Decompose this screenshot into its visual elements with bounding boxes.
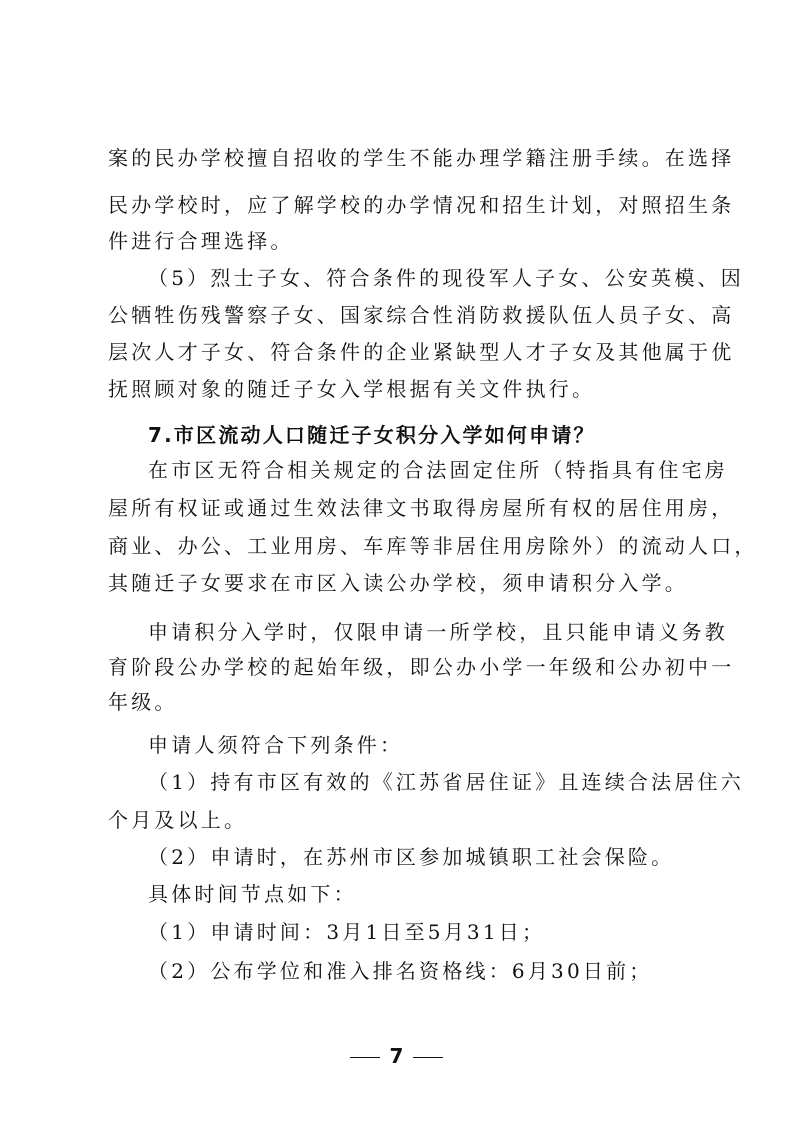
body-text-line: （2）申请时，在苏州市区参加城镇职工社会保险。 bbox=[148, 845, 675, 869]
right-dash bbox=[413, 1057, 443, 1058]
body-text-line: 民办学校时，应了解学校的办学情况和招生计划，对照招生条 bbox=[108, 193, 735, 217]
section-heading: 7.市区流动人口随迁子女积分入学如何申请？ bbox=[148, 423, 596, 447]
body-text-line: 育阶段公办学校的起始年级，即公办小学一年级和公办初中一 bbox=[108, 655, 735, 679]
left-dash bbox=[350, 1057, 380, 1058]
page-number bbox=[0, 1044, 793, 1068]
body-text-line: 具体时间节点如下： bbox=[148, 882, 357, 906]
body-text-line: 申请积分入学时，仅限申请一所学校，且只能申请义务教 bbox=[148, 620, 728, 644]
body-text-line: 件进行合理选择。 bbox=[108, 229, 294, 253]
body-text-line: 案的民办学校擅自招收的学生不能办理学籍注册手续。在选择 bbox=[108, 146, 735, 170]
body-text-line: （1）持有市区有效的《江苏省居住证》且连续合法居住六 bbox=[148, 770, 744, 794]
body-text-line: （1）申请时间：3月1日至5月31日； bbox=[148, 920, 546, 944]
page-number-value: 7 bbox=[389, 1044, 404, 1068]
body-text-line: 屋所有权证或通过生效法律文书取得房屋所有权的居住用房， bbox=[108, 496, 735, 520]
body-text-line: 在市区无符合相关规定的合法固定住所（特指具有住宅房 bbox=[148, 458, 728, 482]
body-text-line: 个月及以上。 bbox=[108, 808, 248, 832]
body-text-line: 年级。 bbox=[108, 690, 178, 714]
body-text-line: 抚照顾对象的随迁子女入学根据有关文件执行。 bbox=[108, 377, 596, 401]
body-text-line: 其随迁子女要求在市区入读公办学校，须申请积分入学。 bbox=[108, 571, 688, 595]
body-text-line: 商业、办公、工业用房、车库等非居住用房除外）的流动人口， bbox=[108, 534, 758, 558]
body-text-line: 层次人才子女、符合条件的企业紧缺型人才子女及其他属于优 bbox=[108, 340, 735, 364]
body-text-line: 申请人须符合下列条件： bbox=[148, 733, 404, 757]
body-text-line: （5）烈士子女、符合条件的现役军人子女、公安英模、因 bbox=[148, 266, 744, 290]
body-text-line: 公牺牲伤残警察子女、国家综合性消防救援队伍人员子女、高 bbox=[108, 303, 735, 327]
body-text-line: （2）公布学位和准入排名资格线：6月30日前； bbox=[148, 959, 653, 983]
